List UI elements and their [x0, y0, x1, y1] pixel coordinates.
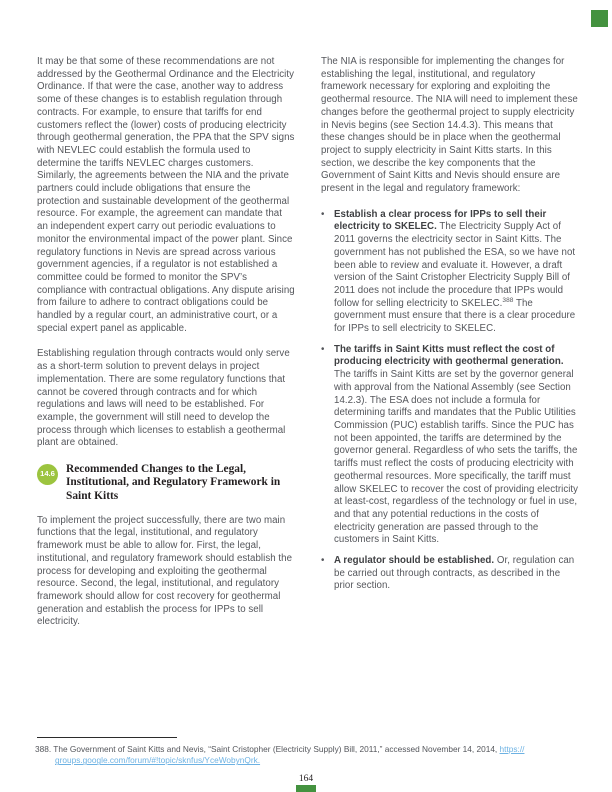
bullet-lead: Establish a clear process for IPPs to sell their electricity to SKELEC.: [334, 208, 547, 233]
page-body: [37, 56, 580, 642]
section-heading: [37, 463, 295, 503]
bullet-lead: A regulator should be established.: [334, 555, 495, 567]
paragraph: The NIA is responsible for implementing the changes for establishing the legal, institutional, and regulatory framework necessary for exploring and exploiting the geothermal resource. The NIA will need to implement these changes before the geothermal project to supply electricity in Nevis begins (see Section 14.4.3). This means that these changes should be in place when the geothermal project to supply electricity in Saint Kitts starts. In this section, we describe the key components that the Government of Saint Kitts and Nevis should ensure are present in the legal and regulatory framework:: [321, 56, 578, 195]
footnote: [35, 744, 607, 766]
bullet-body-text: The tariffs in Saint Kitts are set by the governor general with approval from the National Assembly (see Section 14.2.3). The ESA does not include a formula for determining tariffs and mandates that the Public Utilities Commission (PUC) establish tariffs. Since the PUC has not been appointed, the tariffs are determined by the governor general. Regardless of who sets the tariffs, the tariffs must reflect the costs of producing electricity with geothermal resources. More specifically, the tariff must allow SKELEC to recover the cost of providing electricity at least-cost, regardless of the technology or fuel in use, and that any potential reductions in the costs of electricity generation are passed through to the customers in Saint Kitts.: [334, 369, 579, 546]
footnote-divider: [37, 737, 177, 738]
bullet-text: [334, 209, 579, 336]
page-number: 164: [298, 774, 314, 784]
section-number-badge: 14.6: [37, 464, 58, 485]
footnote-link-line1[interactable]: https://: [499, 744, 525, 754]
page-corner-marker: [591, 10, 608, 27]
bullet-text: [334, 344, 579, 547]
left-column: [37, 56, 295, 642]
section-title: Recommended Changes to the Legal, Institutional, and Regulatory Framework in Saint Kitts: [66, 463, 281, 502]
bullet-icon: •: [321, 208, 325, 220]
right-column: [321, 56, 579, 642]
footnote-text: The Government of Saint Kitts and Nevis, “Saint Cristopher (Electricity Supply) Bill, 2011,” accessed November 14, 2014,: [51, 744, 500, 754]
paragraph: To implement the project successfully, there are two main functions that the legal, institutional, and regulatory framework must be able to allow for. First, the legal, institutional, and regulatory framework should establish the process for developing and exploiting the geothermal resource. Second, the legal, institutional, and regulatory framework should allow for cost recovery for geothermal generation and establish the process for IPPs to sell electricity.: [37, 514, 293, 628]
bullet-item: [321, 344, 579, 547]
bullet-body-text: The Electricity Supply Act of 2011 governs the electricity sector in Saint Kitts. The government has not published the ESA, so we have not been able to review and evaluate it. However, a draft version of the Saint Cristopher Electricity Supply Bill of 2011 does not include the procedure that IPPs would follow for selling electricity to SKELEC.: [334, 221, 576, 309]
footnote-number: 388.: [35, 744, 52, 754]
bullet-item: [321, 209, 579, 336]
bullet-list: [321, 209, 579, 593]
bullet-body-text: Or, regulation can be carried out through contracts, as described in the prior section.: [334, 555, 575, 592]
footnote-link-line2[interactable]: groups.google.com/forum/#!topic/sknfus/YceWobynQrk.: [55, 755, 261, 766]
bullet-lead: The tariffs in Saint Kitts must reflect the cost of producing electricity with geothermal generation.: [334, 343, 564, 368]
bullet-body-text: The government must ensure that there is a clear procedure for IPPs to sell electricity to SKELEC.: [334, 297, 576, 335]
bullet-icon: •: [321, 555, 325, 567]
paragraph: It may be that some of these recommendations are not addressed by the Geothermal Ordinance and the Electricity Ordinance. If that were the case, another way to address some of these changes is to establish regulation through contracts. For example, to ensure that tariffs for end customers reflect the (lower) costs of producing electricity through geothermal generation, the PPA that the SPV signs with NEVLEC could establish the formula used to determine the tariffs NEVLEC charges customers. Similarly, the agreements between the NIA and the private partners could include obligations that ensure the protection and sustainable development of the geothermal resource. For example, the agreement can mandate that an independent expert carry out periodic evaluations to monitor the environmental impact of the power plant. Since regulatory functions in Nevis are spread across various government agencies, if a regulator is not established a committee could be formed to monitor the SPV’s compliance with contractual obligations. Any dispute arising from failure to adhere to contract obligations could be handled by a regular court, an administrative court, or a special expert panel as applicable.: [37, 56, 295, 334]
page-footer-marker: [296, 785, 316, 792]
footnote-reference: 388: [502, 296, 514, 304]
bullet-icon: •: [321, 343, 325, 355]
paragraph: Establishing regulation through contracts would only serve as a short-term solution to prevent delays in project implementation. There are some regulatory functions that cannot be covered through contracts and for which regulations and laws will need to be established. For example, the government will still need to develop the process through which licenses to establish a geothermal plant are obtained.: [37, 348, 290, 449]
bullet-item: [321, 555, 579, 593]
bullet-text: [334, 555, 579, 593]
